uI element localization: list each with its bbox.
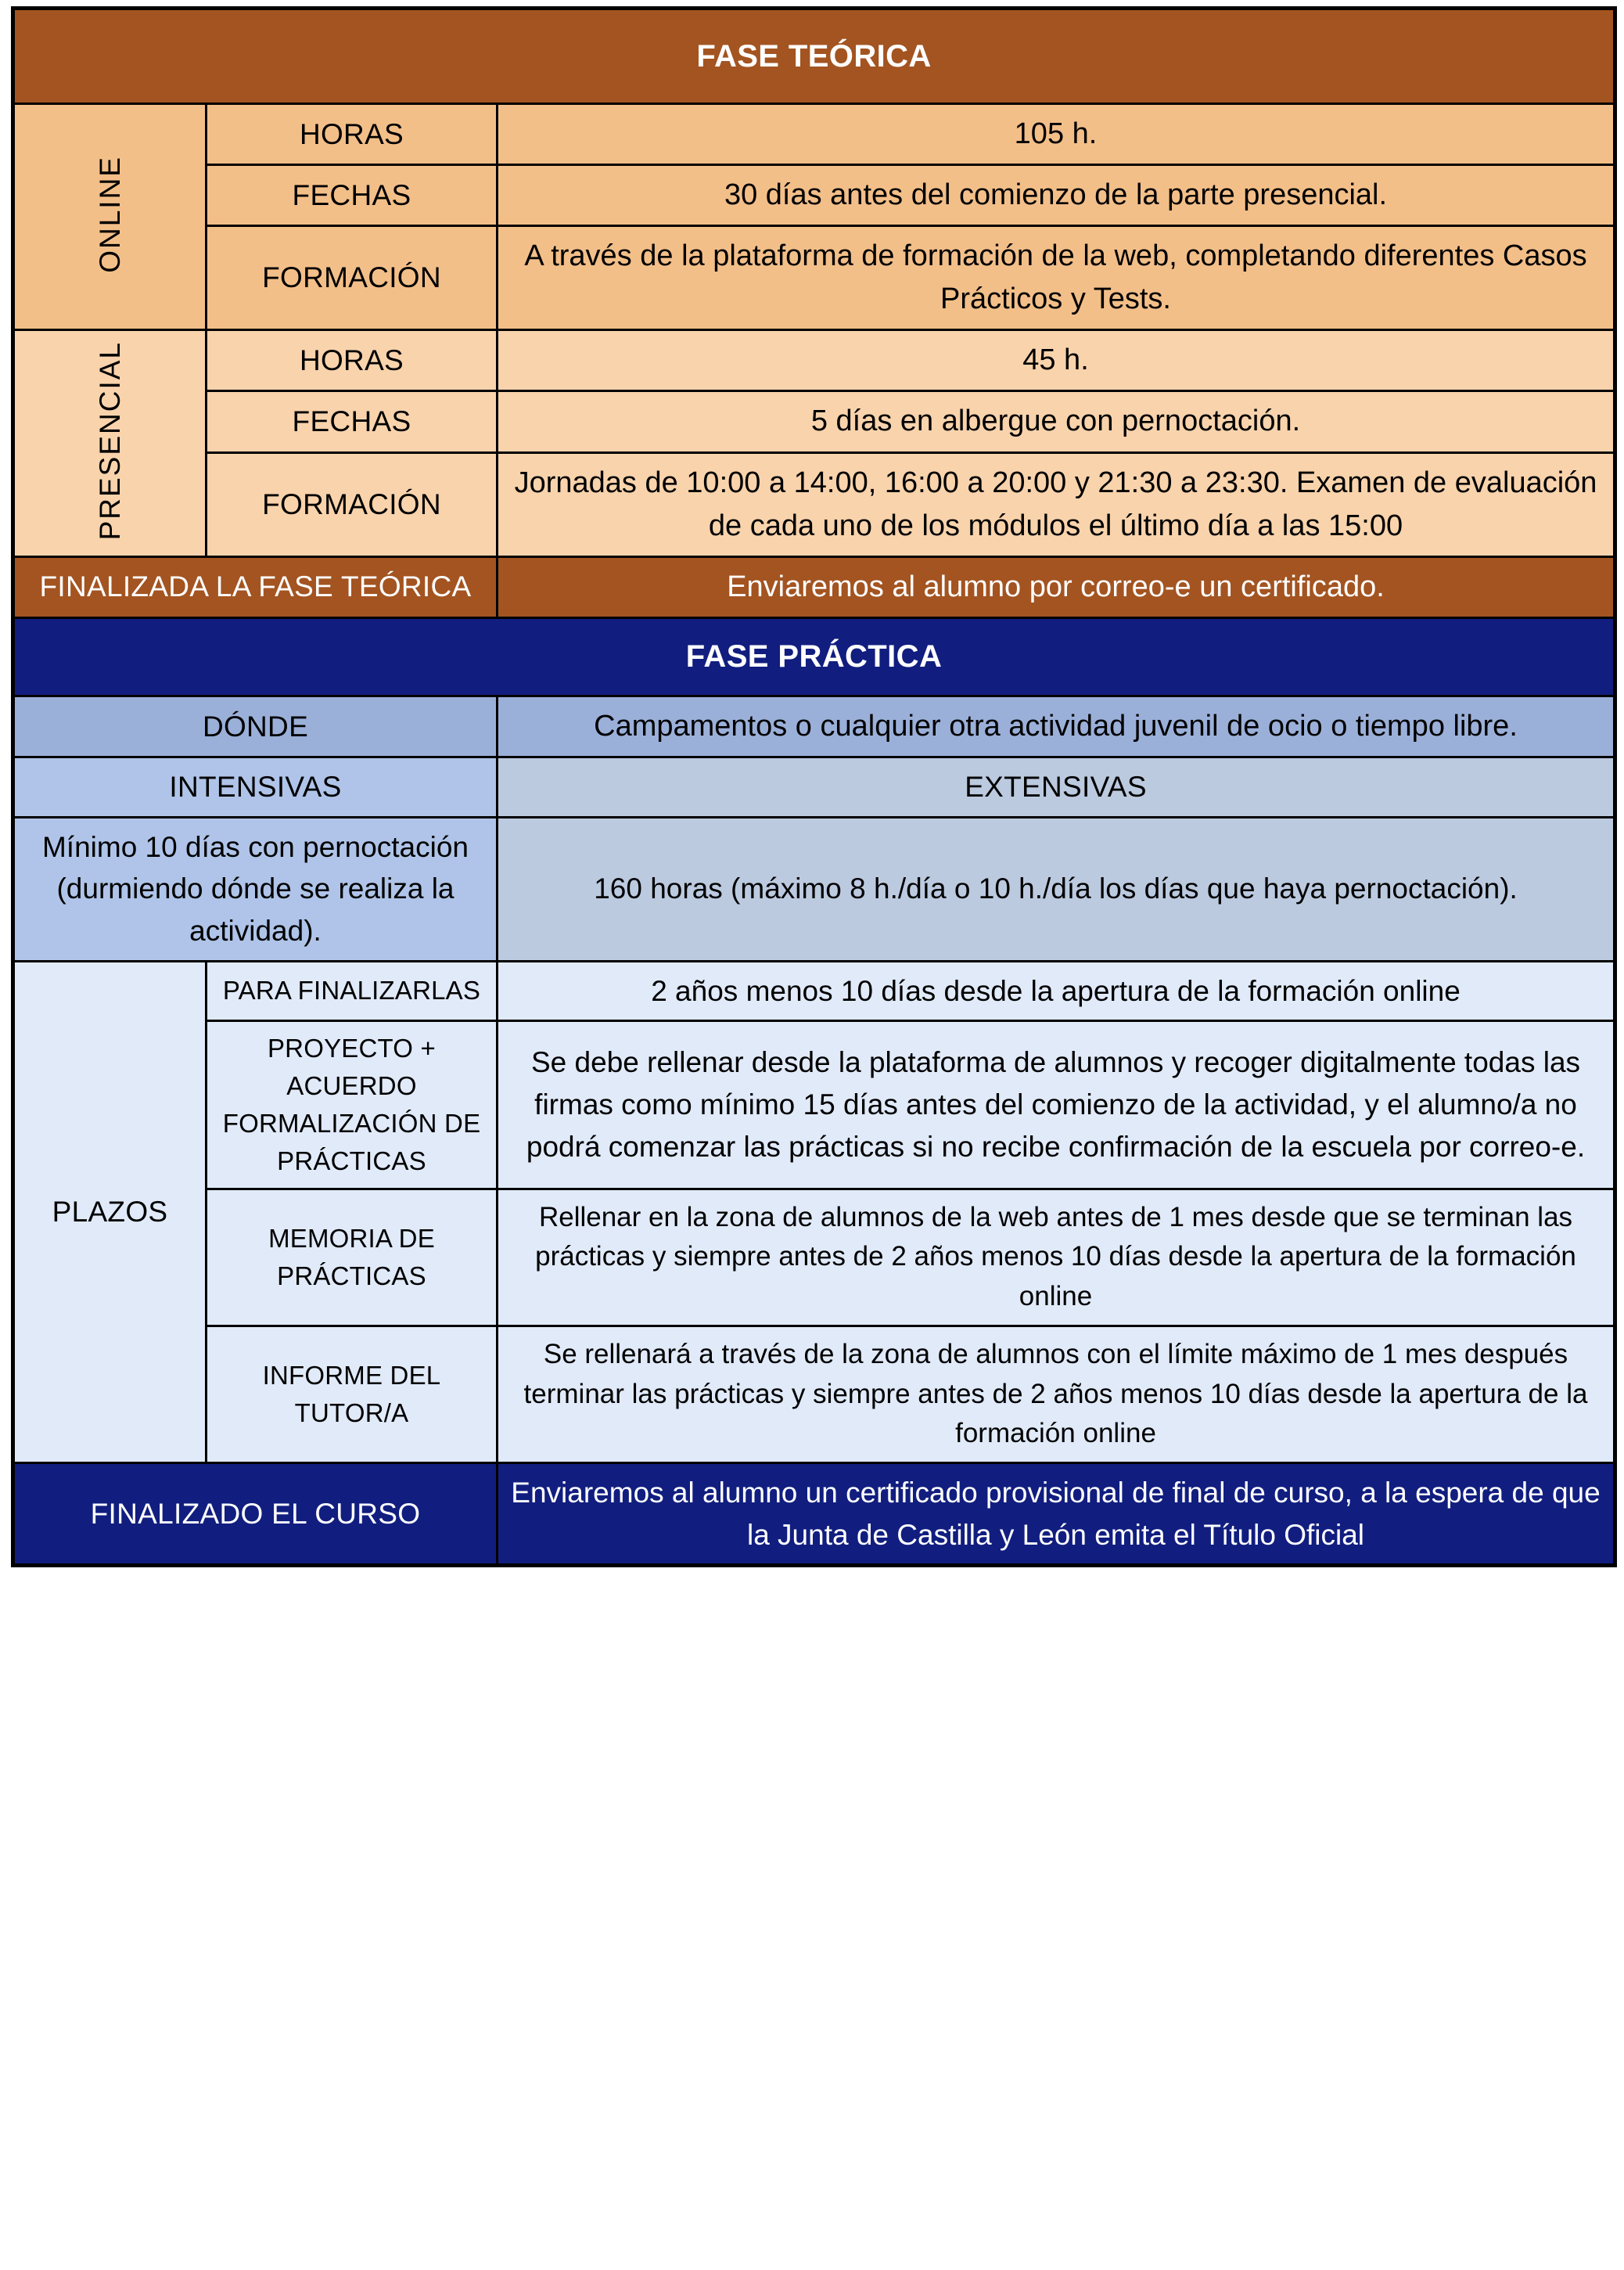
online-section-label-cell <box>13 104 207 330</box>
plazos-proyecto-row <box>13 1021 1615 1189</box>
fase-practica-banner: FASE PRÁCTICA <box>13 617 1615 696</box>
plazos-memoria-practicas-value: Rellenar en la zona de alumnos de la web antes de 1 mes desde que se terminan las prácticas y siempre antes de 2 años menos 10 días desde la apertura de la formación online <box>498 1189 1615 1326</box>
online-section-label: ONLINE <box>93 155 126 273</box>
presencial-formacion-label: FORMACIÓN <box>207 452 498 556</box>
donde-value: Campamentos o cualquier otra actividad juvenil de ocio o tiempo libre. <box>498 696 1615 757</box>
donde-label: DÓNDE <box>13 696 498 757</box>
presencial-fechas-label: FECHAS <box>207 391 498 452</box>
finalizada-fase-teorica-label: FINALIZADA LA FASE TEÓRICA <box>13 556 498 617</box>
fase-teorica-banner: FASE TEÓRICA <box>13 9 1615 104</box>
finalizada-fase-teorica-row <box>13 556 1615 617</box>
plazos-para-finalizarlas-value: 2 años menos 10 días desde la apertura de la formación online <box>498 961 1615 1021</box>
plazos-para-finalizarlas-label: PARA FINALIZARLAS <box>207 961 498 1021</box>
presencial-horas-label: HORAS <box>207 330 498 391</box>
modalidades-header-row <box>13 757 1615 817</box>
intensivas-header: INTENSIVAS <box>13 757 498 817</box>
course-schedule-table <box>11 6 1617 1567</box>
presencial-horas-row <box>13 330 1615 391</box>
plazos-memoria-row <box>13 1189 1615 1326</box>
donde-row <box>13 696 1615 757</box>
online-fechas-label: FECHAS <box>207 165 498 226</box>
presencial-fechas-row <box>13 391 1615 452</box>
presencial-formacion-value: Jornadas de 10:00 a 14:00, 16:00 a 20:00 y 21:30 a 23:30. Examen de evaluación de cada uno de los módulos el último día a las 15:00 <box>498 452 1615 556</box>
extensivas-header: EXTENSIVAS <box>498 757 1615 817</box>
extensivas-value: 160 horas (máximo 8 h./día o 10 h./día los días que haya pernoctación). <box>498 817 1615 961</box>
online-fechas-row <box>13 165 1615 226</box>
online-horas-value: 105 h. <box>498 104 1615 165</box>
plazos-informe-tutor-label: INFORME DEL TUTOR/A <box>207 1326 498 1462</box>
intensivas-value: Mínimo 10 días con pernoctación (durmiendo dónde se realiza la actividad). <box>13 817 498 961</box>
finalizada-fase-teorica-value: Enviaremos al alumno por correo-e un certificado. <box>498 556 1615 617</box>
fase-practica-banner-row <box>13 617 1615 696</box>
presencial-formacion-row <box>13 452 1615 556</box>
finalizado-el-curso-label: FINALIZADO EL CURSO <box>13 1463 498 1566</box>
presencial-fechas-value: 5 días en albergue con pernoctación. <box>498 391 1615 452</box>
presencial-section-label-cell <box>13 330 207 556</box>
online-horas-row <box>13 104 1615 165</box>
plazos-finalizarlas-row <box>13 961 1615 1021</box>
presencial-section-label: PRESENCIAL <box>93 340 126 541</box>
modalidades-value-row <box>13 817 1615 961</box>
plazos-informe-tutor-value: Se rellenará a través de la zona de alumnos con el límite máximo de 1 mes después terminar las prácticas y siempre antes de 2 años menos 10 días desde la apertura de la formación online <box>498 1326 1615 1462</box>
presencial-horas-value: 45 h. <box>498 330 1615 391</box>
finalizado-el-curso-value: Enviaremos al alumno un certificado provisional de final de curso, a la espera de que la Junta de Castilla y León emita el Título Oficial <box>498 1463 1615 1566</box>
fase-teorica-banner-row <box>13 9 1615 104</box>
online-formacion-label: FORMACIÓN <box>207 226 498 330</box>
plazos-proyecto-acuerdo-label: PROYECTO + ACUERDO FORMALIZACIÓN DE PRÁCTICAS <box>207 1021 498 1189</box>
online-horas-label: HORAS <box>207 104 498 165</box>
plazos-proyecto-acuerdo-value: Se debe rellenar desde la plataforma de alumnos y recoger digitalmente todas las firmas como mínimo 15 días antes del comienzo de la actividad, y el alumno/a no podrá comenzar las prácticas si no recibe confirmación de la escuela por correo-e. <box>498 1021 1615 1189</box>
plazos-memoria-practicas-label: MEMORIA DE PRÁCTICAS <box>207 1189 498 1326</box>
plazos-section-label: PLAZOS <box>13 961 207 1463</box>
finalizado-el-curso-row <box>13 1463 1615 1566</box>
online-fechas-value: 30 días antes del comienzo de la parte presencial. <box>498 165 1615 226</box>
online-formacion-row <box>13 226 1615 330</box>
online-formacion-value: A través de la plataforma de formación de la web, completando diferentes Casos Prácticos y Tests. <box>498 226 1615 330</box>
plazos-informe-row <box>13 1326 1615 1462</box>
